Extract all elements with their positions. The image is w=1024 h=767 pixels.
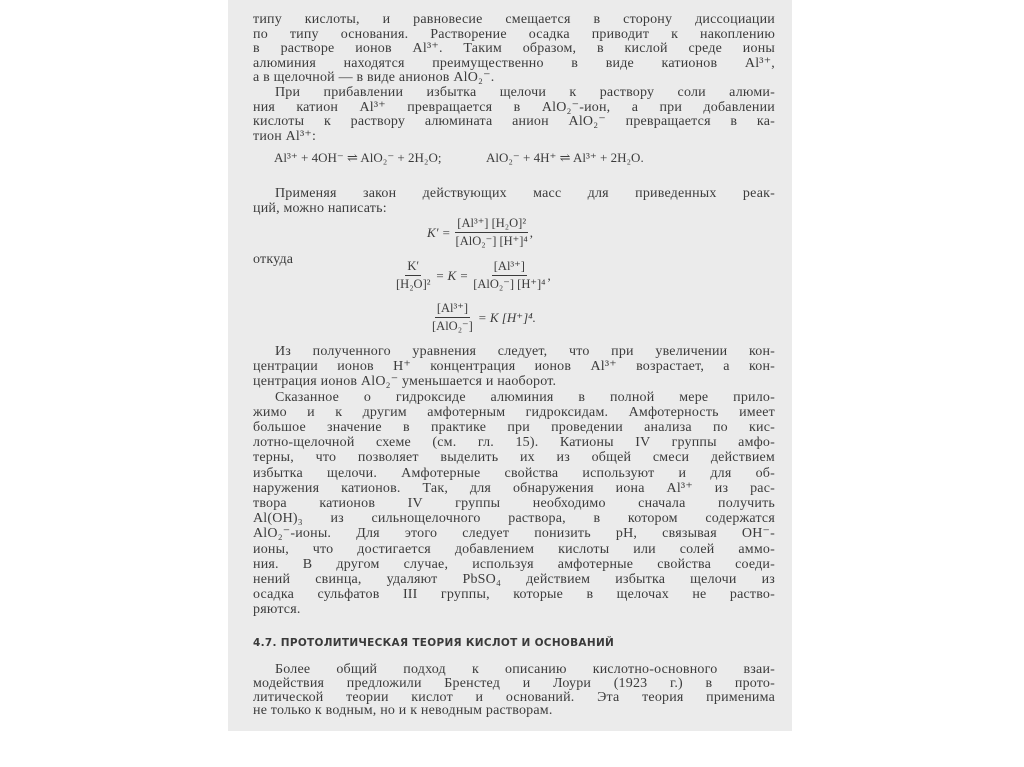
paragraph-line: алюминия находятся преимущественно в виде катионов Al³⁺, — [253, 55, 775, 71]
numerator: [Al³⁺] — [492, 259, 527, 276]
paragraph-line: не только к водным, но и к неводным растворам. — [253, 703, 553, 719]
paragraph-line: наружения катионов. Так, для обнаружения иона Al³⁺ из рас- — [253, 480, 775, 496]
paragraph-line: твора катионов IV группы необходимо сначала получить — [253, 496, 775, 511]
denominator: [AlO₂⁻] [H⁺]⁴ — [455, 234, 528, 248]
formula-lhs: K′ = — [427, 224, 451, 240]
paragraph-line: по типу основания. Растворение осадка приводит к накоплению — [253, 26, 775, 42]
paragraph-line: ния катион Al³⁺ превращается в AlO₂⁻-ион, а при добавлении — [253, 99, 775, 115]
fraction — [454, 216, 530, 249]
equation-aluminate-to-aluminium: AlO₂⁻ + 4H⁺ ⇌ Al³⁺ + 2H₂O. — [486, 150, 644, 165]
fraction — [430, 301, 475, 334]
paragraph-line: литической теории кислот и оснований. Эта теория применима — [253, 689, 775, 705]
whence-text: откуда — [253, 252, 294, 267]
paragraph-line: AlO₂⁻-ионы. Для этого следует понизить pH, связывая OH⁻- — [253, 526, 775, 542]
paragraph-line: Из полученного уравнения следует, что при увеличении кон- — [275, 344, 775, 359]
equation-aluminium-to-aluminate: Al³⁺ + 4OH⁻ ⇌ AlO₂⁻ + 2H₂O; — [274, 150, 442, 165]
paragraph-line: центрации ионов H⁺ концентрация ионов Al³⁺ возрастает, а кон- — [253, 359, 775, 375]
paragraph-line: лотно-щелочной схеме (см. гл. 15). Катионы IV группы амфо- — [253, 435, 775, 451]
paragraph-line: Применяя закон действующих масс для приведенных реак- — [275, 186, 775, 201]
paragraph-line: кислоты к раствору алюмината анион AlO₂⁻ превращается в ка- — [253, 114, 775, 130]
numerator: [Al³⁺] — [435, 301, 470, 318]
formula-k — [394, 259, 551, 292]
paragraph-line: типу кислоты, и равновесие смещается в сторону диссоциации — [253, 12, 775, 27]
paragraph-line: модействия предложили Бренстед и Лоури (1923 г.) в прото- — [253, 675, 775, 691]
fraction — [471, 259, 547, 292]
paragraph-line: Более общий подход к описанию кислотно-основного взаи- — [275, 662, 775, 677]
section-heading: 4.7. ПРОТОЛИТИЧЕСКАЯ ТЕОРИЯ КИСЛОТ И ОСНОВАНИЙ — [253, 637, 615, 649]
paragraph-line: Сказанное о гидроксиде алюминия в полной мере прило- — [275, 389, 775, 405]
denominator: [AlO₂⁻] [H⁺]⁴ — [473, 277, 546, 291]
paragraph-line: осадка сульфатов III группы, которые в щелочах не раство- — [253, 587, 775, 603]
paragraph-line: жимо и к другим амфотерным гидроксидам. Амфотерность имеет — [253, 404, 775, 420]
paragraph-line: нений свинца, удаляют PbSO₄ действием избытка щелочи из — [253, 572, 775, 587]
paragraph-line: большое значение в практике при проведении анализа по кис- — [253, 420, 775, 435]
paragraph-line: в растворе ионов Al³⁺. Таким образом, в кислой среде ионы — [253, 41, 775, 57]
paragraph-line: центрация ионов AlO₂⁻ уменьшается и наоборот. — [253, 374, 557, 390]
fraction — [394, 259, 433, 292]
denominator: [H₂O]² — [396, 277, 431, 291]
formula-rhs: = K [H⁺]⁴. — [477, 309, 536, 325]
paragraph-line: терны, что позволяет выделить их из общей смеси действием — [253, 450, 775, 466]
numerator: [Al³⁺] [H₂O]² — [455, 216, 528, 233]
paragraph-line: ния. В другом случае, используя амфотерные свойства соеди- — [253, 556, 775, 572]
paragraph-line: тион Al³⁺: — [253, 128, 317, 144]
paragraph-line: При прибавлении избытка щелочи к раствору соли алюми- — [275, 85, 775, 100]
formula-tail: , — [529, 224, 534, 240]
paragraph-line: ряются. — [253, 602, 301, 618]
formula-tail: , — [547, 267, 551, 283]
paragraph-line: Al(OH)₃ из сильнощелочного раствора, в котором содержатся — [253, 511, 775, 527]
paragraph-line: ионы, что достигается добавлением кислоты или солей аммо- — [253, 541, 775, 557]
denominator: [AlO₂⁻] — [432, 319, 473, 333]
formula-ratio — [430, 301, 539, 334]
paragraph-line: избытка щелочи. Амфотерные свойства используют и для об- — [253, 465, 775, 481]
paragraph-line: а в щелочной — в виде анионов AlO₂⁻. — [253, 70, 495, 86]
formula-k-prime — [424, 216, 533, 249]
formula-middle: = K = — [435, 267, 469, 283]
numerator: K′ — [405, 259, 421, 276]
paragraph-line: ций, можно написать: — [253, 201, 387, 216]
